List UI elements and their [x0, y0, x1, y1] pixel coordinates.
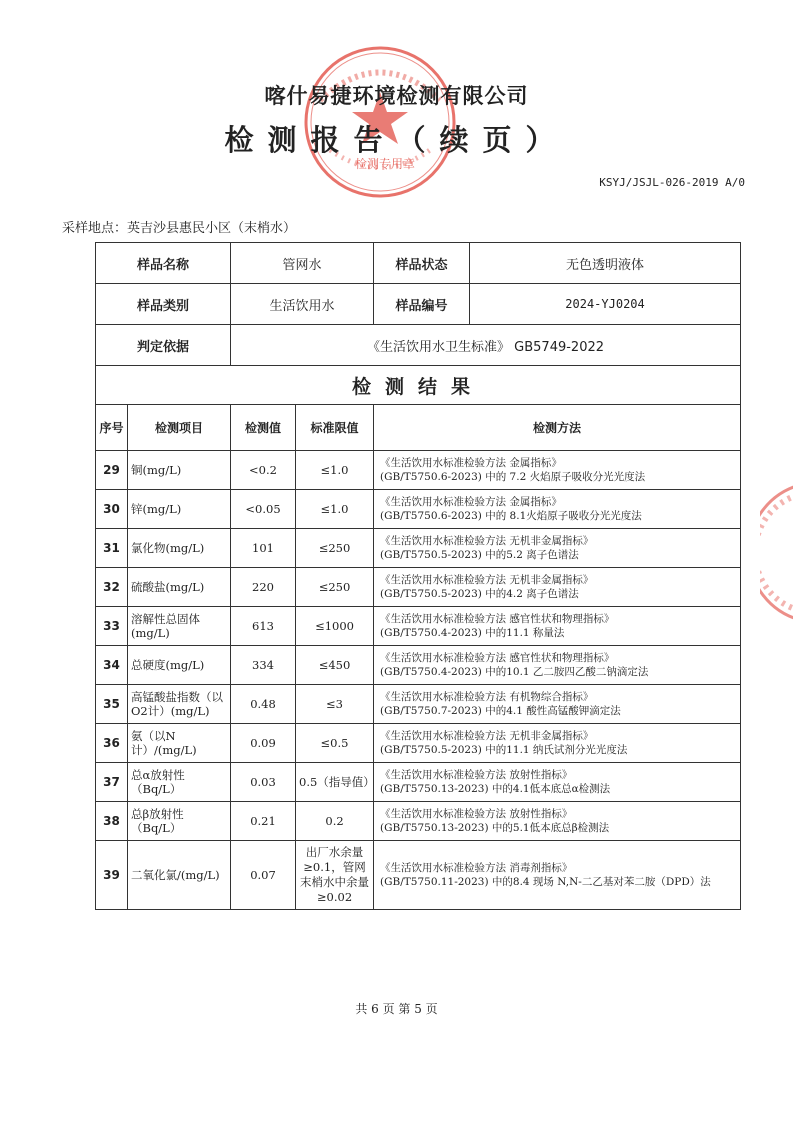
row-method-line2: (GB/T5750.5-2023) 中的4.2 离子色谱法	[380, 588, 579, 600]
row-value: 0.48	[231, 685, 296, 724]
row-limit: ≤1.0	[296, 451, 374, 490]
row-method-line2: (GB/T5750.4-2023) 中的11.1 称量法	[380, 627, 565, 639]
row-limit: ≤1000	[296, 607, 374, 646]
document-code: KSYJ/JSJL-026-2019 A/0	[599, 176, 745, 189]
row-item: 高锰酸盐指数（以O2计）(mg/L)	[128, 685, 231, 724]
row-no: 36	[96, 724, 128, 763]
row-method	[374, 451, 741, 490]
stamp-label: 检测专用章	[355, 157, 416, 171]
row-no: 30	[96, 490, 128, 529]
row-method	[374, 685, 741, 724]
sample-type-label: 样品类别	[96, 284, 231, 325]
results-title: 检测结果	[96, 366, 741, 405]
row-method-line2: (GB/T5750.6-2023) 中的 7.2 火焰原子吸收分光光度法	[380, 471, 646, 483]
row-method-line1: 《生活饮用水标准检验方法 消毒剂指标》	[380, 862, 573, 874]
row-method-line2: (GB/T5750.4-2023) 中的10.1 乙二胺四乙酸二钠滴定法	[380, 666, 649, 678]
row-method	[374, 841, 741, 910]
table-row	[96, 646, 741, 685]
row-item: 溶解性总固体(mg/L)	[128, 607, 231, 646]
row-method-line1: 《生活饮用水标准检验方法 放射性指标》	[380, 769, 573, 781]
row-value: 334	[231, 646, 296, 685]
page-indicator: 共 6 页 第 5 页	[355, 1002, 438, 1016]
row-no: 33	[96, 607, 128, 646]
row-limit: 0.2	[296, 802, 374, 841]
table-row	[96, 607, 741, 646]
row-method-line1: 《生活饮用水标准检验方法 感官性状和物理指标》	[380, 613, 615, 625]
row-item: 氯化物(mg/L)	[128, 529, 231, 568]
sample-name-label: 样品名称	[96, 243, 231, 284]
row-limit: ≤3	[296, 685, 374, 724]
row-limit: ≤250	[296, 529, 374, 568]
table-row	[96, 490, 741, 529]
row-no: 35	[96, 685, 128, 724]
row-method-line2: (GB/T5750.7-2023) 中的4.1 酸性高锰酸钾滴定法	[380, 705, 621, 717]
col-header-limit: 标准限值	[296, 405, 374, 451]
sample-no-label: 样品编号	[374, 284, 470, 324]
row-method	[374, 763, 741, 802]
row-method	[374, 490, 741, 529]
row-value: 0.07	[231, 841, 296, 910]
sample-name-value: 管网水	[231, 243, 374, 284]
row-limit: ≤450	[296, 646, 374, 685]
sampling-site	[62, 217, 296, 236]
sampling-site-label: 采样地点：	[62, 221, 128, 236]
sample-state-label: 样品状态	[374, 243, 470, 283]
info-row-sample-type	[96, 284, 741, 325]
row-method-line1: 《生活饮用水标准检验方法 放射性指标》	[380, 808, 573, 820]
row-value: <0.05	[231, 490, 296, 529]
report-table	[95, 242, 741, 910]
row-item: 总β放射性（Bq/L）	[128, 802, 231, 841]
sample-no-cell	[374, 284, 741, 325]
row-no: 34	[96, 646, 128, 685]
row-method-line1: 《生活饮用水标准检验方法 有机物综合指标》	[380, 691, 594, 703]
row-method	[374, 529, 741, 568]
row-item: 二氧化氯/(mg/L)	[128, 841, 231, 910]
row-item: 硫酸盐(mg/L)	[128, 568, 231, 607]
col-header-no: 序号	[96, 405, 128, 451]
row-method	[374, 646, 741, 685]
info-row-basis	[96, 325, 741, 366]
table-row	[96, 529, 741, 568]
row-item: 铜(mg/L)	[128, 451, 231, 490]
row-method-line2: (GB/T5750.11-2023) 中的8.4 现场 N,N-二乙基对苯二胺（DPD）法	[380, 876, 711, 888]
row-value: 220	[231, 568, 296, 607]
row-no: 37	[96, 763, 128, 802]
info-row-sample-name	[96, 243, 741, 284]
row-limit: 0.5（指导值）	[296, 763, 374, 802]
table-row	[96, 568, 741, 607]
row-method-line1: 《生活饮用水标准检验方法 金属指标》	[380, 457, 562, 469]
row-value: <0.2	[231, 451, 296, 490]
row-method	[374, 568, 741, 607]
row-method-line1: 《生活饮用水标准检验方法 感官性状和物理指标》	[380, 652, 615, 664]
row-item: 氨（以N计）/(mg/L)	[128, 724, 231, 763]
row-method	[374, 802, 741, 841]
row-method	[374, 607, 741, 646]
row-method-line1: 《生活饮用水标准检验方法 无机非金属指标》	[380, 574, 594, 586]
results-header-row	[96, 405, 741, 451]
row-method-line1: 《生活饮用水标准检验方法 无机非金属指标》	[380, 730, 594, 742]
side-seam-stamp	[760, 480, 793, 625]
row-method-line2: (GB/T5750.13-2023) 中的4.1低本底总α检测法	[380, 783, 611, 795]
row-value: 0.03	[231, 763, 296, 802]
row-no: 32	[96, 568, 128, 607]
row-method-line2: (GB/T5750.5-2023) 中的5.2 离子色谱法	[380, 549, 579, 561]
row-limit: ≤0.5	[296, 724, 374, 763]
row-limit: 出厂水余量≥0.1，管网末梢水中余量≥0.02	[296, 841, 374, 910]
table-row	[96, 802, 741, 841]
row-no: 29	[96, 451, 128, 490]
row-limit: ≤250	[296, 568, 374, 607]
row-method-line2: (GB/T5750.5-2023) 中的11.1 纳氏试剂分光光度法	[380, 744, 628, 756]
row-method-line2: (GB/T5750.6-2023) 中的 8.1火焰原子吸收分光光度法	[380, 510, 642, 522]
col-header-item: 检测项目	[128, 405, 231, 451]
row-value: 0.09	[231, 724, 296, 763]
table-row	[96, 841, 741, 910]
row-item: 锌(mg/L)	[128, 490, 231, 529]
sample-no-value: 2024-YJ0204	[565, 297, 645, 311]
company-name: 喀什易捷环境检测有限公司	[264, 84, 529, 108]
basis-label: 判定依据	[96, 325, 231, 366]
sample-state-cell	[374, 243, 741, 284]
row-method-line1: 《生活饮用水标准检验方法 无机非金属指标》	[380, 535, 594, 547]
table-row	[96, 763, 741, 802]
report-title: 检测报告（续页）	[224, 123, 569, 157]
row-no: 31	[96, 529, 128, 568]
table-row	[96, 685, 741, 724]
results-title-row	[96, 366, 741, 405]
row-method-line1: 《生活饮用水标准检验方法 金属指标》	[380, 496, 562, 508]
row-item: 总α放射性（Bq/L）	[128, 763, 231, 802]
col-header-method: 检测方法	[374, 405, 741, 451]
basis-value: 《生活饮用水卫生标准》 GB5749-2022	[231, 325, 741, 366]
row-value: 0.21	[231, 802, 296, 841]
row-value: 101	[231, 529, 296, 568]
sampling-site-value: 英吉沙县惠民小区（末梢水）	[127, 221, 297, 236]
col-header-value: 检测值	[231, 405, 296, 451]
table-row	[96, 724, 741, 763]
row-method	[374, 724, 741, 763]
table-row	[96, 451, 741, 490]
row-method-line2: (GB/T5750.13-2023) 中的5.1低本底总β检测法	[380, 822, 610, 834]
row-value: 613	[231, 607, 296, 646]
row-limit: ≤1.0	[296, 490, 374, 529]
sample-state-value: 无色透明液体	[566, 257, 645, 273]
row-no: 39	[96, 841, 128, 910]
row-item: 总硬度(mg/L)	[128, 646, 231, 685]
row-no: 38	[96, 802, 128, 841]
sample-type-value: 生活饮用水	[231, 284, 374, 325]
